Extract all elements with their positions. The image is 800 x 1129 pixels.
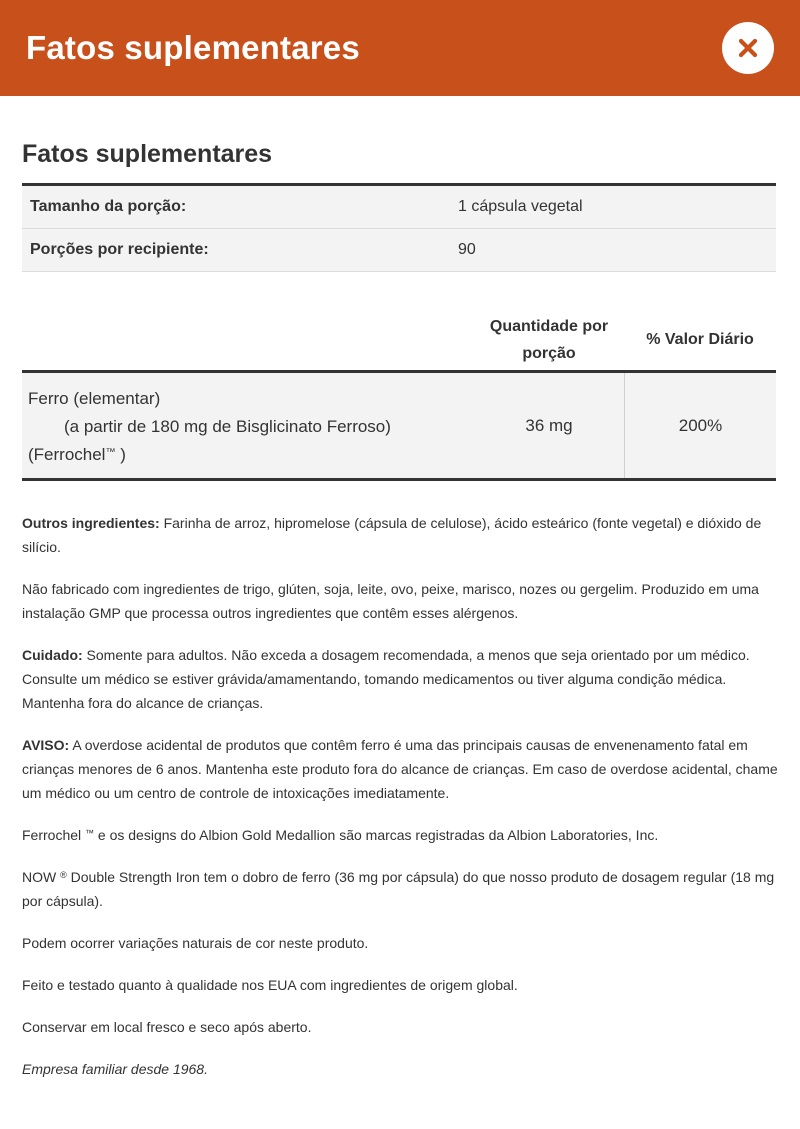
section-title: Fatos suplementares [22,140,273,168]
now-lead: NOW [22,869,57,885]
amount-header-line2: porção [522,345,576,362]
nutrient-brand-close: ) [115,445,126,464]
modal-content [0,140,800,1081]
other-ingredients-text: Farinha de arroz, hipromelose (cápsula de celulose), ácido esteárico (fonte vegetal) e dióxido de silício. [22,515,762,555]
amount-header-line1: Quantidade por [489,318,609,335]
serving-table [22,183,776,272]
serving-size-row [22,186,776,229]
allergen-statement: Não fabricado com ingredientes de trigo, glúten, soja, leite, ovo, peixe, marisco, nozes ou gergelim. Produzido em uma instalação GMP que processa outros ingredientes que contêm esses alérgenos. [22,581,759,621]
servings-per-container-value: 90 [458,241,476,258]
nutrient-source: (a partir de 180 mg de Bisglicinato Ferroso) [64,417,391,436]
serving-size-value: 1 cápsula vegetal [458,198,583,215]
nutrient-table-header [22,310,776,373]
caution-statement [22,643,778,715]
modal-header [0,0,800,96]
warning-text: A overdose acidental de produtos que contêm ferro é uma das principais causas de envenenamento fatal em crianças menores de 6 anos. Mantenha este produto fora do alcance de crianças. Em caso de overdose acidental, chame um médico ou um centro de controle de intoxicações imediatamente. [22,737,778,801]
nutrient-brand-text: (Ferrochel [28,445,106,464]
color-variation-statement: Podem ocorrer variações naturais de cor neste produto. [22,935,369,951]
made-in-statement: Feito e testado quanto à qualidade nos EUA com ingredientes de origem global. [22,977,518,993]
trademark-lead: Ferrochel [22,827,82,843]
registered-symbol: ® [60,870,67,880]
nutrient-name-cell [22,373,474,478]
now-text: Double Strength Iron tem o dobro de ferro (36 mg por cápsula) do que nosso produto de dosagem regular (18 mg por cápsula). [22,869,775,909]
close-button[interactable] [722,22,774,74]
servings-per-container-label: Porções por recipiente: [30,241,209,258]
other-ingredients [22,511,778,559]
trademark-symbol: ™ [105,447,116,458]
other-ingredients-label: Outros ingredientes: [22,515,160,531]
trademark-text: e os designs do Albion Gold Medallion são marcas registradas da Albion Laboratories, Inc. [94,827,659,843]
trademark-tm: ™ [85,828,95,838]
modal-title: Fatos suplementares [26,29,360,66]
nutrient-row [22,373,776,481]
storage-statement: Conservar em local fresco e seco após aberto. [22,1019,312,1035]
nutrient-name: Ferro (elementar) [28,389,161,408]
product-notes [22,511,778,1081]
close-icon [737,37,759,59]
caution-text: Somente para adultos. Não exceda a dosagem recomendada, a menos que seja orientado por um médico. Consulte um médico se estiver grávida/amamentando, tomando medicamentos ou tiver alguma condição médica. Mantenha fora do alcance de crianças. [22,647,750,711]
nutrient-daily-value: 200% [624,373,776,478]
nutrient-brand [28,441,474,469]
daily-value-header: % Valor Diário [646,331,754,348]
family-statement: Empresa familiar desde 1968. [22,1061,208,1077]
now-statement [22,865,778,913]
nutrient-amount: 36 mg [525,415,573,435]
amount-per-serving-header [474,313,624,367]
trademark-statement [22,823,778,847]
warning-label: AVISO: [22,737,70,753]
warning-statement [22,733,778,805]
serving-size-label: Tamanho da porção: [30,198,187,215]
caution-label: Cuidado: [22,647,83,663]
servings-per-container-row [22,229,776,272]
